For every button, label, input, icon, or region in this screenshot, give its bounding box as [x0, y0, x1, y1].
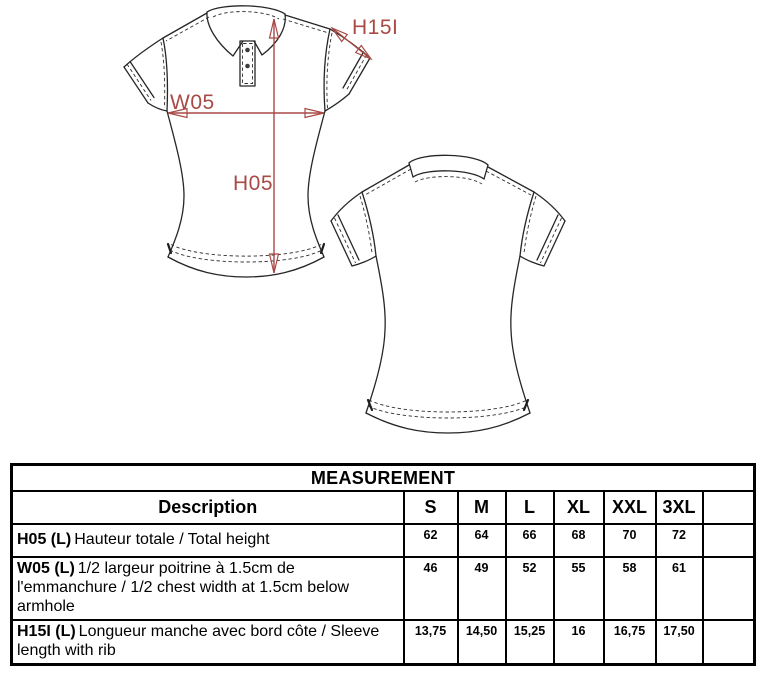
value-cell: 14,50 — [458, 620, 506, 665]
measurement-table — [10, 463, 756, 666]
value-cell: 58 — [604, 557, 656, 620]
measurement-text: Longueur manche avec bord côte / Sleeve length with rib — [17, 623, 380, 659]
value-cell: 62 — [404, 524, 458, 557]
front-placket — [240, 41, 255, 86]
column-header-empty — [703, 491, 755, 524]
label-w05: W05 — [170, 91, 215, 114]
value-cell: 55 — [554, 557, 604, 620]
dimension-arrow-h05 — [270, 19, 279, 273]
front-left-sleeve — [124, 38, 168, 111]
value-cell: 46 — [404, 557, 458, 620]
value-cell: 72 — [656, 524, 703, 557]
front-left-slit — [168, 244, 171, 253]
value-cell-empty — [703, 524, 755, 557]
measurement-description — [12, 557, 404, 620]
table-title: MEASUREMENT — [12, 465, 755, 492]
measurement-text: 1/2 largeur poitrine à 1.5cm de l'emmanchure / 1/2 chest width at 1.5cm below armhole — [17, 560, 350, 615]
dimension-annotations — [168, 16, 398, 273]
placket-button — [245, 64, 250, 69]
front-right-sleeve — [324, 29, 370, 111]
column-header-size-3xl: 3XL — [656, 491, 703, 524]
value-cell-empty — [703, 557, 755, 620]
value-cell: 17,50 — [656, 620, 703, 665]
back-shoulders — [362, 165, 534, 195]
value-cell: 64 — [458, 524, 506, 557]
table-row — [12, 620, 755, 665]
measurement-description — [12, 524, 404, 557]
placket-button — [245, 48, 250, 53]
measurement-code: H05 (L) — [17, 531, 72, 549]
column-header-size-xxl: XXL — [604, 491, 656, 524]
value-cell: 52 — [506, 557, 554, 620]
front-right-slit — [321, 244, 324, 253]
value-cell: 68 — [554, 524, 604, 557]
label-h15i: H15I — [352, 16, 399, 39]
column-header-size-l: L — [506, 491, 554, 524]
value-cell: 16,75 — [604, 620, 656, 665]
column-header-description: Description — [12, 491, 404, 524]
back-view-drawing — [331, 155, 565, 433]
value-cell: 66 — [506, 524, 554, 557]
measurement-description — [12, 620, 404, 665]
back-left-sleeve — [331, 192, 376, 266]
table-row — [12, 557, 755, 620]
column-header-size-m: M — [458, 491, 506, 524]
measurement-code: W05 (L) — [17, 560, 75, 577]
value-cell: 49 — [458, 557, 506, 620]
value-cell: 16 — [554, 620, 604, 665]
front-view-drawing — [124, 6, 370, 277]
back-body — [366, 256, 530, 433]
measurement-code: H15I (L) — [17, 623, 76, 640]
table-title-row — [12, 465, 755, 492]
value-cell: 15,25 — [506, 620, 554, 665]
column-header-size-s: S — [404, 491, 458, 524]
measurement-text: Hauteur totale / Total height — [74, 531, 270, 549]
front-shoulders — [163, 13, 330, 41]
table-row — [12, 524, 755, 557]
label-h05: H05 — [233, 172, 274, 195]
value-cell: 70 — [604, 524, 656, 557]
value-cell: 61 — [656, 557, 703, 620]
table-header-row — [12, 491, 755, 524]
back-collar — [409, 155, 488, 184]
back-right-sleeve — [520, 192, 565, 266]
value-cell: 13,75 — [404, 620, 458, 665]
value-cell-empty — [703, 620, 755, 665]
column-header-size-xl: XL — [554, 491, 604, 524]
